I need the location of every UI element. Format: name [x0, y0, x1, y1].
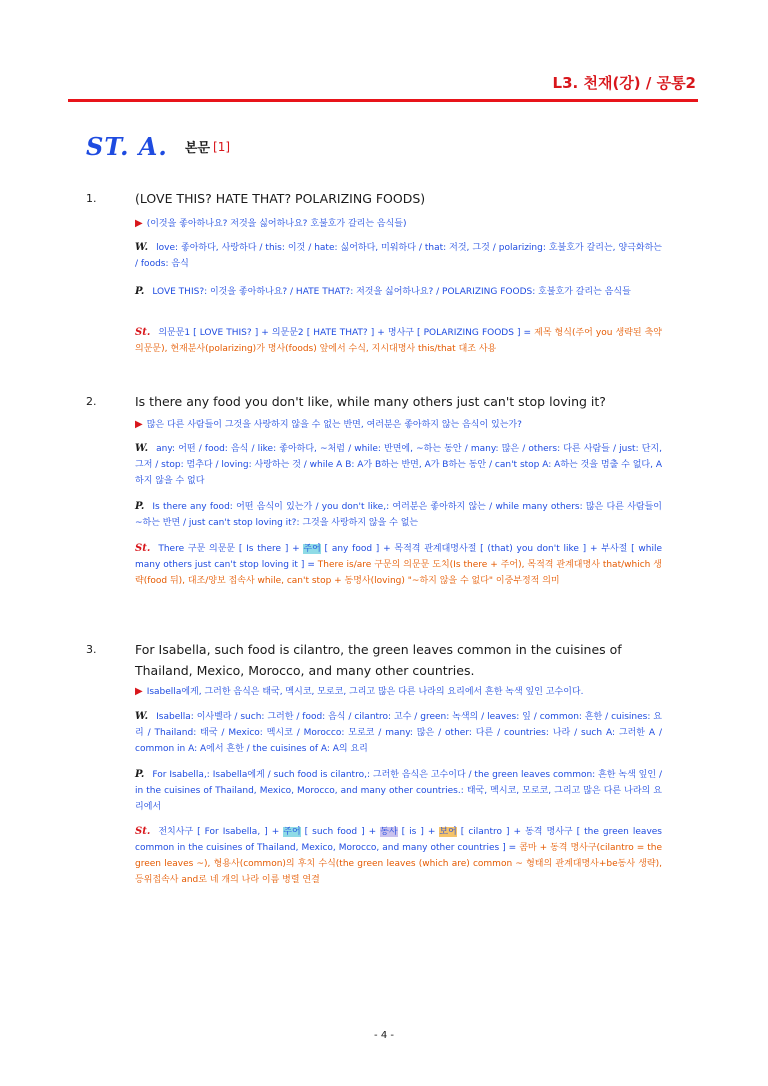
word-notes: W. any: 어떤 / food: 음식 / like: 좋아하다, ~처럼 / while: 반면에, ~하는 동안 / many: 많은 / others: 다른 사람들 / just: 단지, 그저 / stop: 멈추다 / loving: 사랑하는 것 / while A B: A가 B하는 반면, A가 B하는 동안 / can't stop A: A하는 것을 멈출 수 없다, A하지 않을 수 없다	[135, 443, 662, 486]
lesson-number: L3.	[552, 74, 579, 92]
structure-notes: St. There 구문 의문문 [ Is there ] + 주어 [ any food ] + 목적격 관계대명사절 [ (that) you don't like ] + 부사절 [ while many others just can't stop loving it ] = There is/are 구문의 의문문 도치(Is there + 주어), 목적격 관계대명사 that/which 생략(food 뒤), 대조/양보 접속사 while, can't stop + 동명사(loving) "~하지 않을 수 없다" 이중부정적 의미	[135, 543, 662, 586]
triangle-icon: ▶	[135, 218, 143, 229]
translation: ▶ Isabella에게, 그러한 음식은 태국, 멕시코, 모로코, 그리고 많은 다른 나라의 요리에서 흔한 녹색 잎인 고수이다.	[135, 686, 584, 697]
complement-highlight: 보어	[439, 827, 457, 837]
page-header-title	[553, 72, 696, 93]
p-label: P.	[135, 286, 145, 297]
structure-notes: St. 의문문1 [ LOVE THIS? ] + 의문문2 [ HATE THAT? ] + 명사구 [ POLARIZING FOODS ] = 제목 형식(주어 you 생략된 축약 의문문), 현재분사(polarizing)가 명사(foods) 앞에서 수식, 지시대명사 this/that 대조 사용	[135, 327, 662, 354]
w-label: W.	[135, 242, 149, 253]
subject-highlight: 주어	[303, 544, 321, 554]
translation: ▶ 많은 다른 사람들이 그것을 사랑하지 않을 수 없는 반면, 여러분은 좋아하지 않는 음식이 있는가?	[135, 419, 522, 430]
triangle-icon: ▶	[135, 419, 143, 430]
phrase-notes: P. Is there any food: 어떤 음식이 있는가 / you don't like,: 여러분은 좋아하지 않는 / while many others: 많은 다른 사람들이 ~하는 반면 / just can't stop loving it?: 그것을 사랑하지 않을 수 없는	[135, 501, 662, 528]
word-notes: W. love: 좋아하다, 사랑하다 / this: 이것 / hate: 싫어하다, 미워하다 / that: 저것, 그것 / polarizing: 호불호가 갈리는, 양극화하는 / foods: 음식	[135, 242, 662, 269]
lesson-info: 천재(강) / 공통2	[578, 74, 696, 92]
w-label: W.	[135, 711, 149, 722]
item-number: 2.	[86, 395, 97, 408]
phrase-notes: P. For Isabella,: Isabella에게 / such food is cilantro,: 그러한 음식은 고수이다 / the green leaves common: 흔한 녹색 잎인 / in the cuisines of Thailand, Mexico, Morocco, and many other countries.: 태국, 멕시코, 모로코, 그리고 많은 다른 나라의 요리에서	[135, 769, 662, 812]
item-number: 1.	[86, 192, 97, 205]
st-label: St.	[135, 543, 151, 554]
page-number: - 4 -	[374, 1030, 394, 1041]
p-label: P.	[135, 769, 145, 780]
word-notes: W. Isabella: 이사벨라 / such: 그러한 / food: 음식 / cilantro: 고수 / green: 녹색의 / leaves: 잎 / common: 흔한 / cuisines: 요리 / Thailand: 태국 / Mexico: 멕시코 / Morocco: 모로코 / many: 많은 / other: 다른 / countries: 나라 / such A: 그러한 A / common in A: A에서 흔한 / the cuisines of A: A의 요리	[135, 711, 662, 754]
phrase-notes: P. LOVE THIS?: 이것을 좋아하나요? / HATE THAT?: 저것을 싫어하나요? / POLARIZING FOODS: 호불호가 갈리는 음식들	[135, 286, 631, 297]
p-label: P.	[135, 501, 145, 512]
translation: ▶ (이것을 좋아하나요? 저것을 싫어하나요? 호불호가 갈리는 음식들)	[135, 218, 407, 229]
section-label: ST. A.	[86, 132, 168, 161]
triangle-icon: ▶	[135, 686, 143, 697]
item-number: 3.	[86, 643, 97, 656]
w-label: W.	[135, 443, 149, 454]
structure-notes: St. 전치사구 [ For Isabella, ] + 주어 [ such food ] + 동사 [ is ] + 보어 [ cilantro ] + 동격 명사구 [ the green leaves common in the cuisines of Thailand, Mexico, Morocco, and many other countries ] = 콤마 + 동격 명사구(cilantro = the green leaves ~), 형용사(common)의 후치 수식(the green leaves (which are) common ~ 형태의 관계대명사+be동사 생략), 등위접속사 and로 네 개의 나라 이름 병렬 연결	[135, 826, 663, 885]
st-label: St.	[135, 327, 151, 338]
st-label: St.	[135, 826, 151, 837]
section-number: [1]	[213, 139, 231, 154]
sentence-text: For Isabella, such food is cilantro, the green leaves common in the cuisines of Thailand, Mexico, Morocco, and many other countries.	[135, 642, 622, 678]
section-title: 본문	[184, 141, 211, 156]
section-heading	[86, 132, 230, 161]
sentence-text: (LOVE THIS? HATE THAT? POLARIZING FOODS)	[135, 191, 426, 206]
sentence-text: Is there any food you don't like, while many others just can't stop loving it?	[135, 394, 606, 409]
header-divider	[68, 99, 698, 102]
verb-highlight: 동사	[380, 827, 398, 837]
subject-highlight: 주어	[283, 827, 301, 837]
